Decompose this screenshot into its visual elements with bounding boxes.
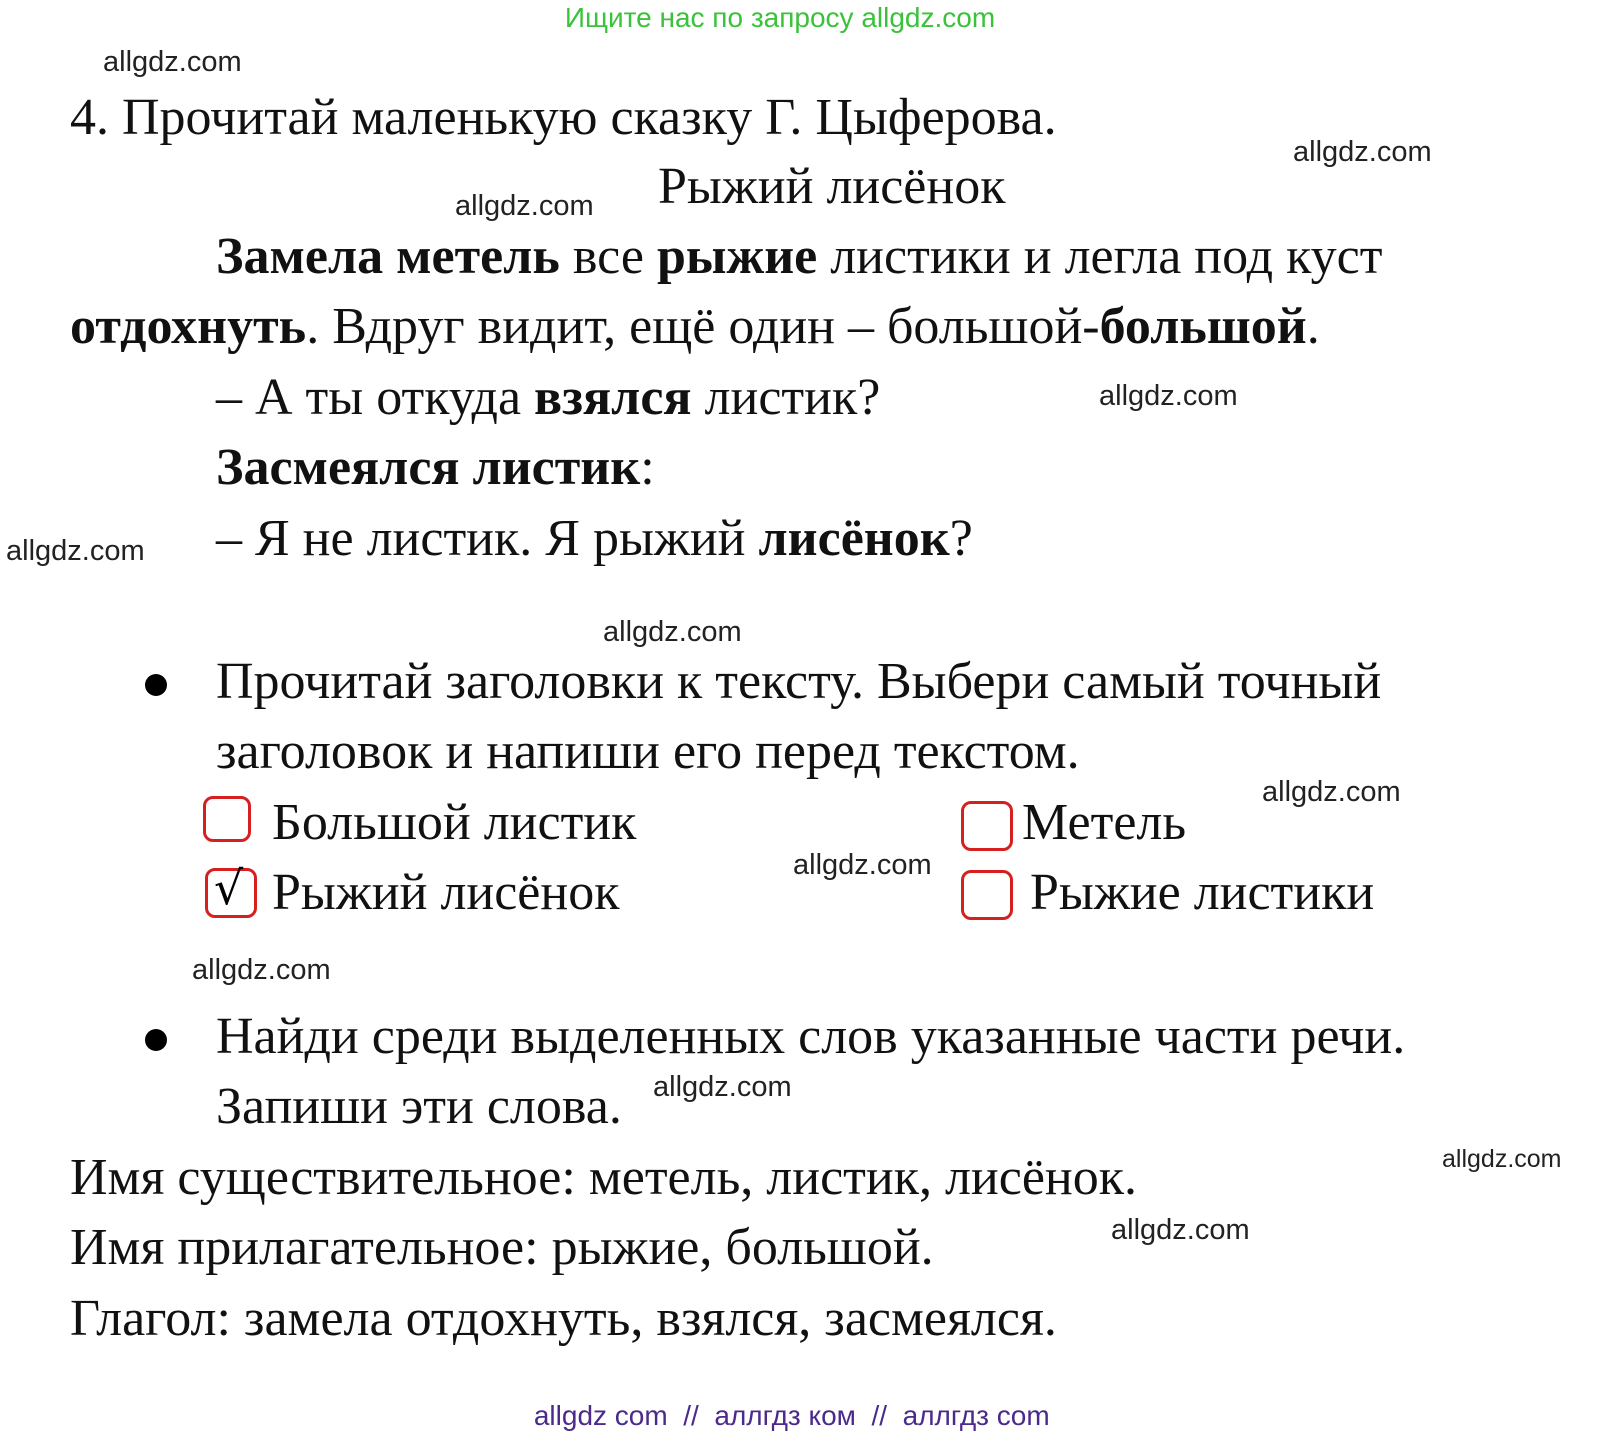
bullet-dot [145,1029,167,1051]
footer-separator: // [667,1400,715,1431]
watermark: allgdz.com [6,535,145,567]
story-line-3 [216,369,881,426]
bullet1-line-2: заголовок и напиши его перед текстом. [216,723,1080,780]
text-run: листик? [691,369,881,426]
footer-link[interactable]: аллгдз com [902,1400,1050,1431]
story-line-5 [216,510,973,567]
story-title: Рыжий лисёнок [658,158,1006,215]
bullet-dot [145,674,167,696]
answer-noun: Имя существительное: метель, листик, лисёнок. [70,1149,1137,1206]
text-run: ? [949,510,973,567]
text-run: . Вдруг видит, ещё один – большой- [306,298,1100,355]
answer-adjective: Имя прилагательное: рыжие, большой. [70,1219,934,1276]
checkbox-big-leaf[interactable] [203,796,251,842]
text-run: . [1306,298,1320,355]
task-heading: 4. Прочитай маленькую сказку Г. Цыферова. [70,89,1057,146]
watermark: allgdz.com [653,1071,792,1103]
option-label-big-leaf: Большой листик [272,794,637,851]
highlight-word: Засмеялся листик [216,439,641,496]
option-label-red-leaves: Рыжие листики [1030,864,1375,921]
watermark: allgdz.com [192,954,331,986]
checkmark-icon: √ [214,861,244,915]
bullet2-line-2: Запиши эти слова. [216,1078,622,1135]
highlight-word: отдохнуть [70,298,307,355]
footer-link[interactable]: аллгдз ком [714,1400,856,1431]
bullet2-line-1: Найди среди выделенных слов указанные части речи. [216,1008,1406,1065]
text-run: : [640,439,655,496]
story-line-1 [216,228,1383,285]
watermark: allgdz.com [1442,1145,1562,1173]
watermark: allgdz.com [103,46,242,78]
watermark: allgdz.com [793,849,932,881]
option-label-blizzard: Метель [1022,794,1187,851]
text-run: – Я не листик. Я рыжий [216,510,759,567]
footer-separator: // [855,1400,903,1431]
answer-verb: Глагол: замела отдохнуть, взялся, засмеялся. [70,1290,1057,1347]
watermark: allgdz.com [1262,776,1401,808]
top-banner[interactable]: Ищите нас по запросу allgdz.com [564,2,996,33]
watermark: allgdz.com [1099,380,1238,412]
bullet1-line-1: Прочитай заголовки к тексту. Выбери самый точный [216,653,1382,710]
watermark: allgdz.com [1111,1214,1250,1246]
highlight-word: большой [1099,298,1307,355]
checkbox-red-fox[interactable] [205,861,257,918]
highlight-word: лисёнок [758,510,950,567]
watermark: allgdz.com [1293,136,1432,168]
text-run: все [559,228,657,285]
text-run: – А ты откуда [216,369,535,426]
watermark: allgdz.com [603,616,742,648]
checkbox-blizzard[interactable] [961,801,1013,851]
checkbox-red-leaves[interactable] [961,870,1013,920]
highlight-word: Замела метель [216,228,560,285]
text-run: листики и легла под куст [817,228,1383,285]
highlight-word: взялся [534,369,692,426]
footer-banner [0,1374,1568,1430]
footer-link[interactable]: allgdz com [533,1400,668,1431]
story-line-4 [216,439,655,496]
highlight-word: рыжие [656,228,818,285]
option-label-red-fox: Рыжий лисёнок [272,864,620,921]
story-line-2 [70,298,1320,355]
watermark: allgdz.com [455,190,594,222]
